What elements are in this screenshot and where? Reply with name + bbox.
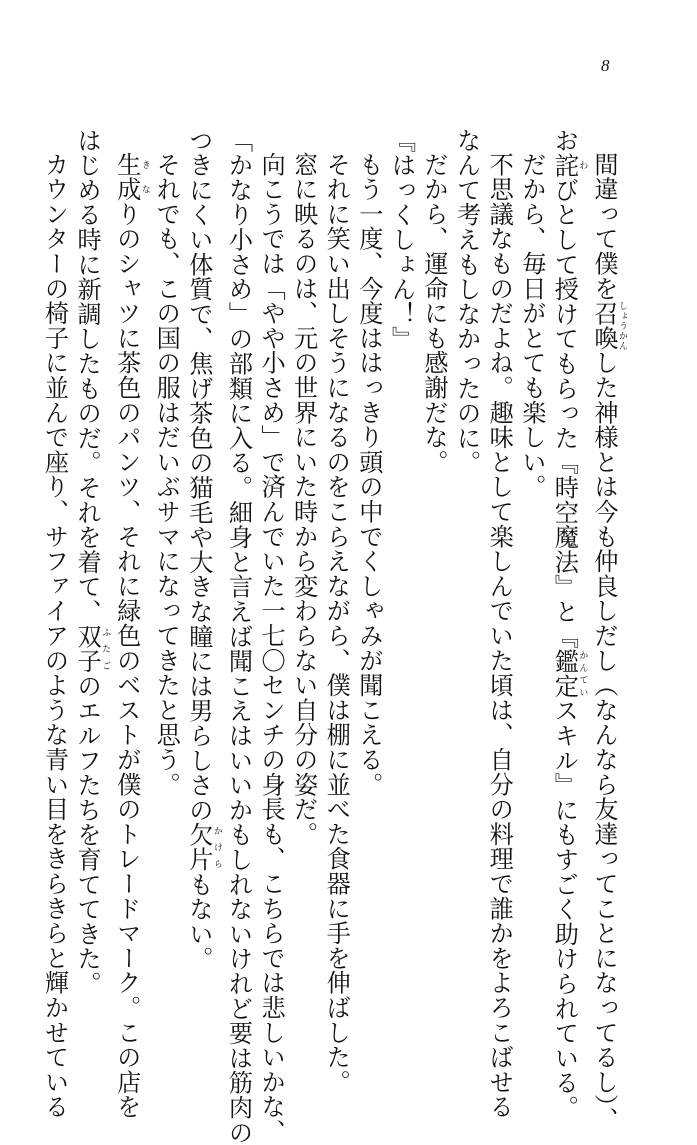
text-line: つきにくい体質で、焦げ茶色の猫毛や大きな瞳には男らしさの欠片 かけらもない。	[184, 128, 222, 972]
text-line: なんて考えもしなかったのに。	[452, 128, 481, 476]
text-line: はじめる時に新調したものだ。それを着て、双子 ふたごのエルフたちを育ててきた。	[73, 128, 111, 997]
text-line: それでも、この国の服はだいぶサマになってきたと思う。	[152, 152, 181, 797]
text-line: 間違って僕を召喚 しょうかんした神様とは今も仲良しだし（なんなら友達ってことになってるし）、	[590, 152, 627, 1132]
text-line: それに笑い出しそうになるのをこらえながら、僕は棚に並べた食器に手を伸ばした。	[322, 152, 351, 1095]
text-line: 窓に映るのは、元の世界にいた時から変わらない自分の姿だ。	[289, 152, 318, 847]
text-line: カウンターの椅子に並んで座り、サファイアのような青い目をきらきらと輝かせている	[40, 152, 69, 1120]
text-line: もう一度、今度ははっきり頭の中でくしゃみが聞こえる。	[354, 152, 383, 797]
text-line: 生成 きなりのシャツに茶色のパンツ、それに緑色のベストが僕のトレードマーク。この店を	[112, 152, 150, 1120]
text-line: 「かなり小さめ」の部類に入る。細身と言えば聞こえはいいかもしれないけれど要は筋肉の	[224, 128, 253, 1145]
text-line: 不思議なものだよね。趣味として楽しんでいた頃は、自分の料理で誰かをよろこばせる	[485, 152, 514, 1120]
text-line: 向こうでは「やや小さめ」で済んでいた一七〇センチの身長も、こちらでは悲しいかな、	[257, 152, 286, 1144]
text-line: だから、毎日がとても楽しい。	[517, 152, 546, 500]
text-line: 『はっくしょん！』	[387, 128, 416, 352]
page-number: 8	[601, 56, 610, 75]
text-line: だから、運命にも感謝だな。	[420, 152, 449, 475]
text-line: お詫 わびとして授けてもらった『時空魔法』と『鑑定 かんていスキル』にもすごく助けられている。	[550, 128, 588, 1121]
vertical-text-body	[38, 128, 627, 1145]
